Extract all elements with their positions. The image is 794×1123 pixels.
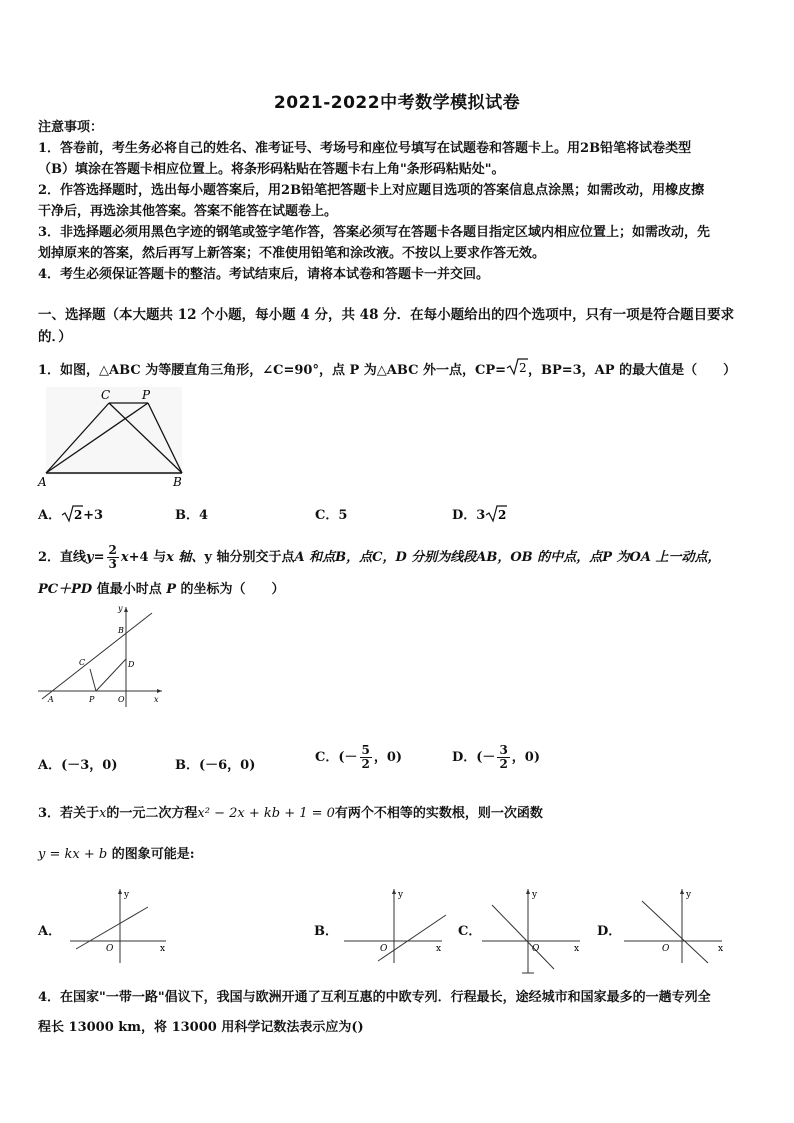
q2-line2-a: PC＋PD <box>38 582 93 597</box>
label-y: y <box>398 890 404 900</box>
q2-eq: = <box>93 550 105 565</box>
q2-text-f: A 和点 <box>294 550 336 565</box>
label-b: B <box>173 475 182 489</box>
q2-option-d-den: 2 <box>499 757 508 771</box>
q3-line2-text: 的图象可能是: <box>107 847 195 862</box>
line-d <box>642 901 708 963</box>
label-b: B <box>118 626 124 635</box>
q3-option-b-label[interactable]: B． <box>314 924 338 939</box>
label-y: y <box>532 890 538 900</box>
q1-sqrt-value: 2 <box>518 361 527 375</box>
q2-option-d-fraction <box>497 744 509 771</box>
q3-text-a: 3．若关于 <box>38 806 100 821</box>
notice-heading: 注意事项： <box>38 120 104 135</box>
q2-text-g: B，点 <box>335 550 373 565</box>
q1-option-a-suffix: +3 <box>83 508 104 523</box>
section-heading-line-1: 一、选择题（本大题共 12 个小题，每小题 4 分，共 48 分．在每小题给出的四个选项中，只有一项是符合题目要求 <box>38 307 735 323</box>
q3-graph-a[interactable] <box>68 885 173 965</box>
q2-text-a: 2．直线 <box>38 550 87 565</box>
x-axis-arrow-icon <box>157 689 162 693</box>
label-o: O <box>118 695 125 704</box>
q1-option-d[interactable] <box>452 504 507 527</box>
q2-option-c[interactable] <box>315 744 402 772</box>
notice-line-2: （B）填涂在答题卡相应位置上。将条形码粘贴在答题卡右上角"条形码粘贴处"。 <box>38 162 505 177</box>
label-y: y <box>124 890 130 900</box>
q2-text-m: OA 上一动点， <box>629 550 721 565</box>
q3-option-d-label[interactable]: D． <box>597 924 622 939</box>
notice-line-3: 2．作答选择题时，选出每小题答案后，用2B铅笔把答题卡上对应题目选项的答案信息点涂黑；如需改动，用橡皮擦 <box>38 183 705 198</box>
q1-text-a: 1．如图，△ABC 为等腰直角三角形，∠C=90°，点 P 为△ABC 外一点，CP= <box>38 363 506 378</box>
q2-text-l: P 为 <box>602 550 630 565</box>
q1-figure <box>36 385 188 490</box>
q2-option-c-suffix: ，0) <box>373 750 403 765</box>
q1-option-a[interactable] <box>38 504 103 527</box>
label-o: O <box>532 944 540 954</box>
q2-text-i: D 分别为线段 <box>395 550 477 565</box>
label-x: x <box>154 695 159 704</box>
q2-text-j: AB， <box>476 550 511 565</box>
label-p: P <box>89 695 95 704</box>
question-3-text-line-2 <box>38 845 760 865</box>
q2-line2-d: 的坐标为（ ） <box>176 582 285 597</box>
label-a: A <box>48 695 54 704</box>
question-4-text-line-1: 4．在国家"一带一路"倡议下，我国与欧洲开通了互利互惠的中欧专列．行程最长，途经城市和国家最多的一趟专列全 <box>38 990 711 1005</box>
q2-option-c-den: 2 <box>361 757 370 771</box>
q2-option-c-num: 5 <box>361 743 370 757</box>
q3-option-c-label[interactable]: C． <box>458 924 482 939</box>
label-x: x <box>718 944 724 954</box>
q2-var-x: x <box>120 550 129 565</box>
q1-option-a-prefix: A． <box>38 508 62 523</box>
q3-graph-d[interactable] <box>622 885 730 965</box>
q3-option-a-label[interactable]: A． <box>38 924 62 939</box>
q2-line2-b: 值最小时点 <box>92 582 167 597</box>
q1-option-c[interactable]: C．5 <box>315 508 348 523</box>
q2-option-a[interactable]: A．(－3，0) <box>38 758 118 773</box>
q2-option-c-fraction <box>360 744 372 771</box>
notice-line-1: 1．答卷前，考生务必将自己的姓名、准考证号、考场号和座位号填写在试题卷和答题卡上。用2B铅笔将试卷类型 <box>38 141 692 156</box>
y-axis-arrow-icon <box>392 889 396 894</box>
q2-option-d-prefix: D．(－ <box>452 750 496 765</box>
q2-option-b[interactable]: B．(－6，0) <box>175 758 256 773</box>
q3-equation: x² − 2x + kb + 1 = 0 <box>197 806 335 821</box>
label-c: C <box>101 388 111 402</box>
line-ab <box>42 613 152 699</box>
segment-pd <box>96 659 126 691</box>
section-heading-line-2: 的．） <box>38 329 72 345</box>
label-a: A <box>38 475 47 489</box>
page-title: 2021-2022中考数学模拟试卷 <box>273 93 521 113</box>
label-o: O <box>106 944 114 954</box>
notice-line-7: 4．考生必须保证答题卡的整洁。考试结束后，请将本试卷和答题卡一并交回。 <box>38 267 490 282</box>
q2-fraction-num: 2 <box>108 543 117 557</box>
notice-line-6: 划掉原来的答案，然后再写上新答案；不准使用铅笔和涂改液。不按以上要求作答无效。 <box>38 246 546 261</box>
q3-graph-b[interactable] <box>342 885 450 965</box>
question-3-text <box>38 804 760 824</box>
label-d: D <box>128 660 135 669</box>
q1-text-b: ，BP=3，AP 的最大值是（ ） <box>527 363 737 378</box>
q2-text-k: OB 的中点，点 <box>510 550 603 565</box>
q3-line2-eq: y = kx + b <box>38 847 108 862</box>
label-x: x <box>574 944 580 954</box>
label-o: O <box>662 944 670 954</box>
q1-option-a-sqrt <box>61 505 83 527</box>
notice-line-5: 3．非选择题必须用黑色字迹的钢笔或签字笔作答，答案必须写在答题卡各题目指定区域内相应位置上；如需改动，先 <box>38 225 711 240</box>
y-axis-arrow-icon <box>680 889 684 894</box>
q2-option-d-num: 3 <box>499 743 508 757</box>
label-y: y <box>118 604 123 613</box>
question-1-text <box>38 358 760 383</box>
label-x: x <box>436 944 442 954</box>
label-y: y <box>686 890 692 900</box>
q1-sqrt <box>506 358 528 383</box>
q2-option-d[interactable] <box>452 744 540 772</box>
q2-fraction-den: 3 <box>108 557 117 571</box>
label-o: O <box>380 944 388 954</box>
label-x: x <box>160 944 166 954</box>
q2-line2-c: P <box>166 582 177 597</box>
q2-text-h: C， <box>372 550 396 565</box>
q2-text-e: y 轴分别交于点 <box>204 550 295 565</box>
line-a <box>76 907 148 949</box>
q2-option-d-suffix: ，0) <box>511 750 540 765</box>
q2-var-y: y <box>86 550 94 565</box>
notice-line-4: 干净后，再选涂其他答案。答案不能答在试题卷上。 <box>38 204 338 219</box>
q3-graph-c[interactable] <box>480 885 588 977</box>
y-axis-arrow-icon <box>118 889 122 894</box>
q2-fraction <box>107 544 119 571</box>
q2-figure <box>34 603 169 708</box>
q1-option-d-sqrt <box>485 505 507 527</box>
line-b <box>378 915 446 961</box>
q2-option-c-prefix: C．(－ <box>315 750 358 765</box>
y-axis-arrow-icon <box>526 889 530 894</box>
q1-option-d-sqrt-value: 2 <box>498 507 507 522</box>
q1-option-b[interactable]: B．4 <box>175 508 209 523</box>
q1-option-a-sqrt-value: 2 <box>74 507 83 522</box>
label-p: P <box>142 388 151 402</box>
q2-text-d: x 轴、 <box>166 550 205 565</box>
sqrt-sign-icon <box>485 505 507 523</box>
segment-cp <box>90 669 96 691</box>
sqrt-sign-icon <box>506 358 528 376</box>
question-4-text-line-2: 程长 13000 km，将 13000 用科学记数法表示应为() <box>38 1020 364 1035</box>
question-2-text <box>38 544 760 571</box>
line-c <box>492 905 554 969</box>
q3-text-c: 有两个不相等的实数根，则一次函数 <box>334 806 543 821</box>
question-2-text-line-2 <box>38 580 760 600</box>
sqrt-sign-icon <box>61 505 83 523</box>
y-axis-arrow-icon <box>124 607 128 612</box>
q2-text-c: +4 与 <box>128 550 167 565</box>
q3-var-x: x <box>99 806 107 821</box>
q3-text-b: 的一元二次方程 <box>106 806 198 821</box>
label-c: C <box>79 658 86 667</box>
q1-option-d-prefix: D．3 <box>452 508 486 523</box>
